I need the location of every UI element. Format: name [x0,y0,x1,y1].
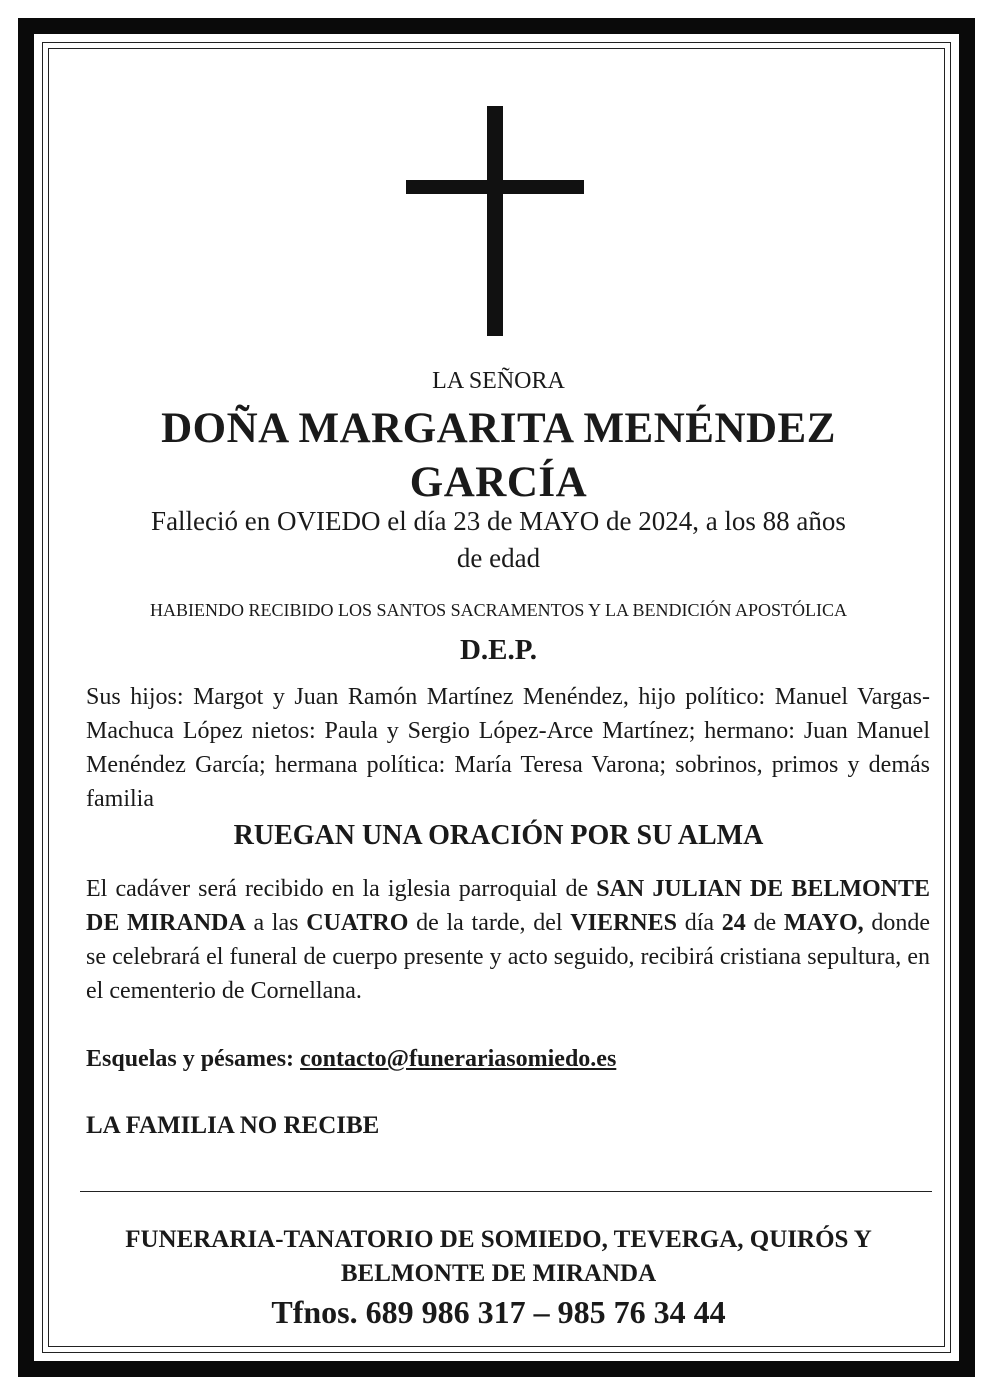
latin-cross-icon [406,106,584,336]
service-text: El cadáver será recibido en la iglesia parroquial de [86,876,597,902]
service-text: día [676,910,722,936]
service-church: SAN JULIAN DE BELMONTE DE MIRANDA [86,876,930,936]
service-time: CUATRO [306,910,409,936]
service-text: a las [245,910,307,936]
death-info-line1: Falleció en OVIEDO el día 23 de MAYO de 2024, a los 88 años [151,506,846,536]
deceased-name-line1: DOÑA MARGARITA MENÉNDEZ [161,405,836,452]
condolences-contact [86,1046,616,1073]
rip-abbreviation: D.E.P. [459,634,538,666]
footer-divider [80,1191,932,1192]
funeral-service-details [86,872,930,1008]
prayer-request: RUEGAN UNA ORACIÓN POR SU ALMA [233,820,764,851]
funeral-home-name-line1: FUNERARIA-TANATORIO DE SOMIEDO, TEVERGA, QUIRÓS Y [125,1226,872,1253]
death-info-line2: de edad [456,543,541,573]
service-text: de [745,910,784,936]
sacraments-text: HABIENDO RECIBIDO LOS SANTOS SACRAMENTOS Y LA BENDICIÓN APOSTÓLICA [149,600,848,620]
funeral-home-phones: Tfnos. 689 986 317 – 985 76 34 44 [271,1294,726,1330]
family-no-receive-note: LA FAMILIA NO RECIBE [86,1112,380,1139]
funeral-home-name-line2: BELMONTE DE MIRANDA [340,1260,657,1287]
honorific-title: LA SEÑORA [432,368,565,394]
service-month: MAYO, [783,910,864,936]
service-text: de la tarde, del [408,910,571,936]
contact-email-link[interactable]: contacto@funerariasomiedo.es [300,1046,617,1072]
service-weekday: VIERNES [570,910,677,936]
service-day: 24 [721,910,746,936]
service-text: donde se celebrará el funeral de cuerpo presente y acto seguido, recibirá cristiana sepultura, en el cementerio de Cornellana. [86,910,930,1004]
family-list: Sus hijos: Margot y Juan Ramón Martínez Menéndez, hijo político: Manuel Vargas-Machuca López nietos: Paula y Sergio López-Arce Martínez; hermano: Juan Manuel Menéndez García; hermana política: María Teresa Varona; sobrinos, primos y demás familia [86,684,930,812]
contact-label: Esquelas y pésames: [86,1046,301,1072]
deceased-name-line2: GARCÍA [409,459,588,506]
